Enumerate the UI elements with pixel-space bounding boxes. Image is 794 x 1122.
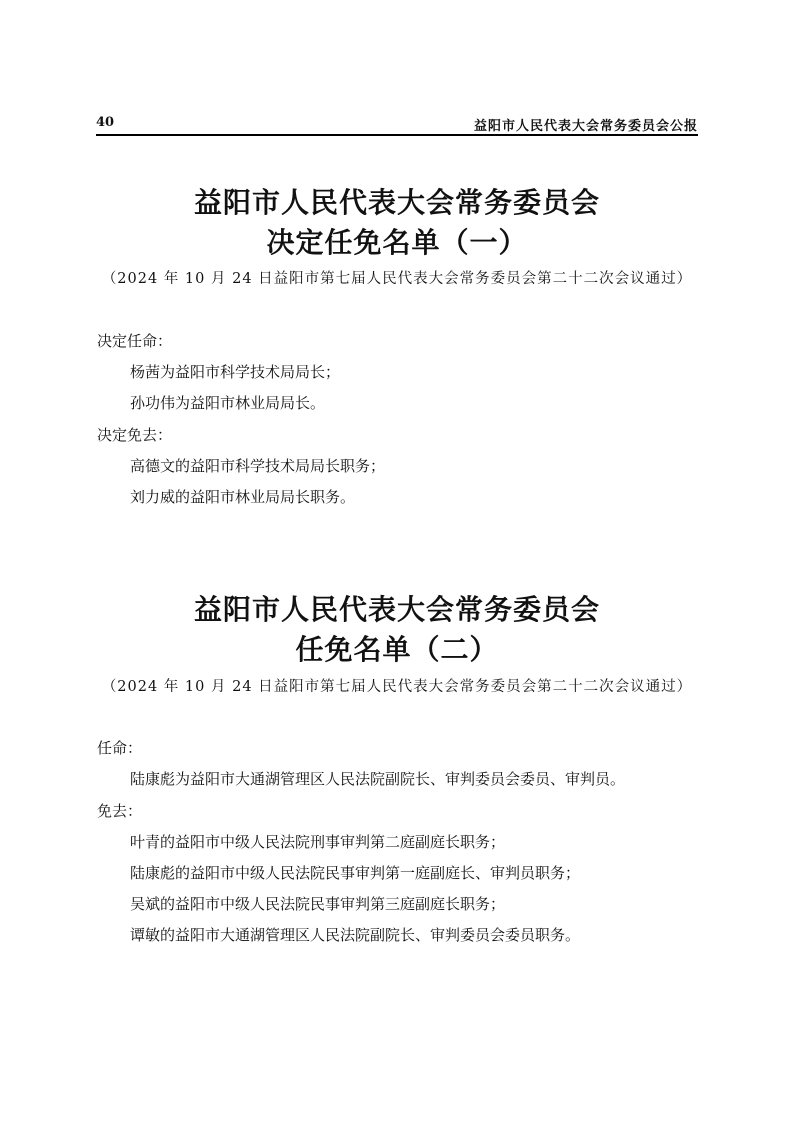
page-header <box>96 112 698 136</box>
section2-appointment-item: 陆康彪为益阳市大通湖管理区人民法院副院长、审判委员会委员、审判员。 <box>130 770 626 788</box>
section2-dismissal-item: 谭敏的益阳市大通湖管理区人民法院副院长、审判委员会委员职务。 <box>130 926 581 944</box>
section1-dismissal-item: 高德文的益阳市科学技术局局长职务； <box>130 457 386 475</box>
section1-title-line1: 益阳市人民代表大会常务委员会 <box>193 186 600 219</box>
section2-dismissal-item: 吴斌的益阳市中级人民法院民事审判第三庭副庭长职务； <box>130 895 506 913</box>
section1-dismiss-heading: 决定免去： <box>97 426 173 444</box>
section1-appointment-item: 杨茜为益阳市科学技术局局长； <box>130 363 341 381</box>
section2-dismiss-heading: 免去： <box>97 802 143 820</box>
section1-dismissal-item: 刘力威的益阳市林业局局长职务。 <box>130 488 356 506</box>
journal-name: 益阳市人民代表大会常务委员会公报 <box>473 119 698 134</box>
section1-subtitle: （2024 年 10 月 24 日益阳市第七届人民代表大会常务委员会第二十二次会议通过） <box>101 271 693 287</box>
section1-appoint-heading: 决定任命： <box>97 332 173 350</box>
section2-title-line1: 益阳市人民代表大会常务委员会 <box>193 593 600 626</box>
section2-appoint-heading: 任命： <box>97 739 143 757</box>
section2-subtitle: （2024 年 10 月 24 日益阳市第七届人民代表大会常务委员会第二十二次会议通过） <box>101 679 693 695</box>
section1-appointment-item: 孙功伟为益阳市林业局局长。 <box>130 394 326 412</box>
section2-dismissal-item: 陆康彪的益阳市中级人民法院民事审判第一庭副庭长、审判员职务； <box>130 864 581 882</box>
section1-title-line2: 决定任免名单（一） <box>266 226 528 259</box>
section2-title-line2: 任免名单（二） <box>295 633 499 666</box>
page-number: 40 <box>96 115 115 130</box>
section2-dismissal-item: 叶青的益阳市中级人民法院刑事审判第二庭副庭长职务； <box>130 833 506 851</box>
